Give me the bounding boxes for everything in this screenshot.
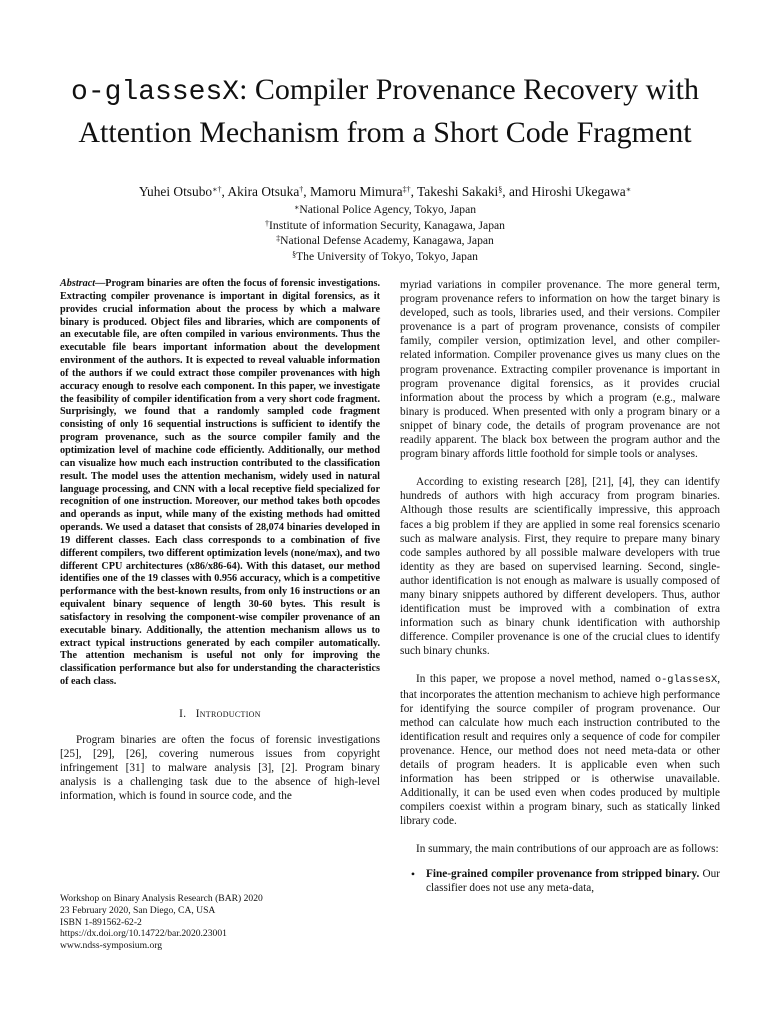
abstract-label: Abstract [60, 278, 96, 289]
section-title: Introduction [195, 708, 261, 720]
author-name: Yuhei Otsubo [138, 184, 213, 199]
title-line-2: Attention Mechanism from a Short Code Fragment [78, 116, 692, 149]
affiliation-mark: ∗ [293, 203, 300, 212]
contribution-bullet [400, 867, 720, 895]
affiliation-text: The University of Tokyo, Tokyo, Japan [296, 249, 478, 263]
author-affil-mark: † [299, 185, 304, 194]
bullet-icon: • [410, 866, 416, 881]
footnote-line: 23 February 2020, San Diego, CA, USA [60, 904, 216, 916]
bullet-text [426, 867, 720, 895]
footnote-line: ISBN 1-891562-62-2 [60, 916, 142, 928]
body-paragraph: According to existing research [28], [21], [4], they can identify hundreds of authors with high accuracy from program binaries. Although those results are scientifically impressive, this approach faces a big problem if they are applied in some real forensics scenario such as malware analysis. First, they require to prepare many binary code samples authored by all possible malware developers with true identity as they are based on supervised learning. Second, single-author identification is not enough as malware is usually composed of many binary snippets authored by different developers. Thus, author identification must be improved with a combination of extra information such as binary chunk identification with authorship difference. Compiler provenance is one of the crucial clues to identify such binary chunks. [400, 476, 720, 658]
footnote-doi: https://dx.doi.org/10.14722/bar.2020.23001 [60, 928, 227, 940]
affiliation [0, 202, 770, 218]
conference-footnote [60, 893, 380, 952]
right-column [400, 278, 720, 895]
affiliation [0, 218, 770, 234]
title-tool-name: o-glassesX [71, 77, 240, 108]
intro-paragraph: Program binaries are often the focus of forensic investigations [25], [29], [26], covering numerous issues from copyright infringement [31] to malware analysis [3], [2]. Program binary analysis is a challenging task due to the absence of high-level information, which is found in source code, and the [60, 734, 380, 803]
left-column [60, 278, 380, 804]
abstract [60, 278, 380, 689]
author-affil-mark: § [498, 185, 503, 194]
author-affil-mark: ∗† [212, 185, 222, 194]
tool-name: o-glassesX [654, 674, 718, 687]
author-name: , Akira Otsuka [221, 184, 300, 199]
body-paragraph: myriad variations in compiler provenance. The more general term, program provenance refers to information on how the target binary is developed, such as tools, libraries used, and their versions. Compiler provenance is a part of program provenance, consists of compiler family, compiler version, optimization level, and other compiler-related information. Compiler provenance gives us many clues on the program provenance. Extracting compiler provenance is important in program provenance digital forensics, as it provides crucial information about the process by which a program (e.g., malware binary is produced. When presented with only a program binary or a snippet of binary code, the details of program provenance are not readily apparent. The black box between the program author and the program binary affords little foothold for simple tools or analyses. [400, 279, 720, 461]
footnote-line: Workshop on Binary Analysis Research (BAR) 2020 [60, 893, 263, 904]
section-heading [60, 707, 380, 721]
abstract-text: —Program binaries are often the focus of forensic investigations. Extracting compiler provenance is important in digital forensics, as it provides crucial information about the process by which a malware binary is produced. Object files and libraries, which are components of an executable file, are often compiled in various environments. Thus the executable file bears important information about the development environment of the authors. It is expected to reveal valuable information of the authors if we could extract those compiler provenances with high accuracy enough to resolve each component. In this paper, we investigate the feasibility of compiler identification from a very short code fragment. Surprisingly, we found that a randomly sampled code fragment consisting of only 16 sequential instructions is sufficient to identify the program provenance, such as the source compiler family and the optimization level of machine code efficiently. Additionally, our method can visualize how much each instruction contributed to the classification result. The model uses the attention mechanism, widely used in natural language processing, and CNN with a local receptive field specialized for recognition of one instruction. Moreover, our method takes both opcodes and operands as input, while many of the existing methods had omitted operands. We used a dataset that consists of 28,074 binaries developed in 19 different classes. Each class corresponds to a combination of five different compilers, two different optimization levels (none/max), and two different CPU architectures (x86/x86-64). With this dataset, our method identifies one of the 19 classes with 0.956 accuracy, which is a competitive performance with the best-known results, from only 16 instructions or an equivalent binary sequence of length 30-60 bytes. This result is satisfactory in resolving the component-wise compiler provenance of an executable binary. Additionally, the attention mechanism allows us to extract typical instructions generated by each compiler automatically. The attention mechanism is useful not only for improving the classification performance but also for understanding the characteristics of each class. [60, 278, 380, 688]
body-text: , that incorporates the attention mechanism to achieve high performance for identifying the source compiler of program provenance. Our method can calculate how much each instruction contributed to the identification result and requires only a sequence of code for compiler provenance. Hence, our method does not need meta-data or other details of program headers. It is applicable even when such information has been stripped or is otherwise unavailable. Additionally, it can be used even when codes produced by multiple compilers coexist within a program binary, such as statically linked library code. [400, 673, 720, 828]
paper-title [0, 70, 770, 153]
body-paragraph [400, 672, 720, 828]
affiliation-text: National Defense Academy, Kanagawa, Japan [280, 234, 494, 248]
author-name: , Takeshi Sakaki [410, 184, 499, 199]
author-name: , Mamoru Mimura [303, 184, 403, 199]
affiliation [0, 249, 770, 265]
affiliation-mark: ‡ [276, 234, 281, 244]
footnote-website: www.ndss-symposium.org [60, 940, 163, 952]
body-text: In this paper, we propose a novel method, named [416, 673, 655, 686]
affiliation-mark: † [265, 218, 270, 228]
affiliation-list [0, 202, 770, 264]
author-list [0, 183, 770, 200]
body-paragraph: In summary, the main contributions of our approach are as follows: [416, 843, 719, 856]
bullet-bold: Fine-grained compiler provenance from stripped binary. [426, 867, 700, 880]
author-affil-mark: ‡† [402, 185, 411, 194]
affiliation [0, 233, 770, 249]
title-line-1 [0, 70, 770, 113]
title-line-1-rest: : Compiler Provenance Recovery with [239, 73, 699, 106]
affiliation-text: Institute of information Security, Kanagawa, Japan [269, 218, 505, 232]
affiliation-text: National Police Agency, Tokyo, Japan [299, 203, 477, 216]
author-name: , and Hiroshi Ukegawa [502, 184, 626, 199]
section-number: I. [179, 708, 187, 720]
bullet-body: Our classifier does not use any meta-data, [426, 867, 720, 894]
author-affil-mark: ∗ [625, 185, 632, 194]
affiliation-mark: § [292, 249, 297, 259]
